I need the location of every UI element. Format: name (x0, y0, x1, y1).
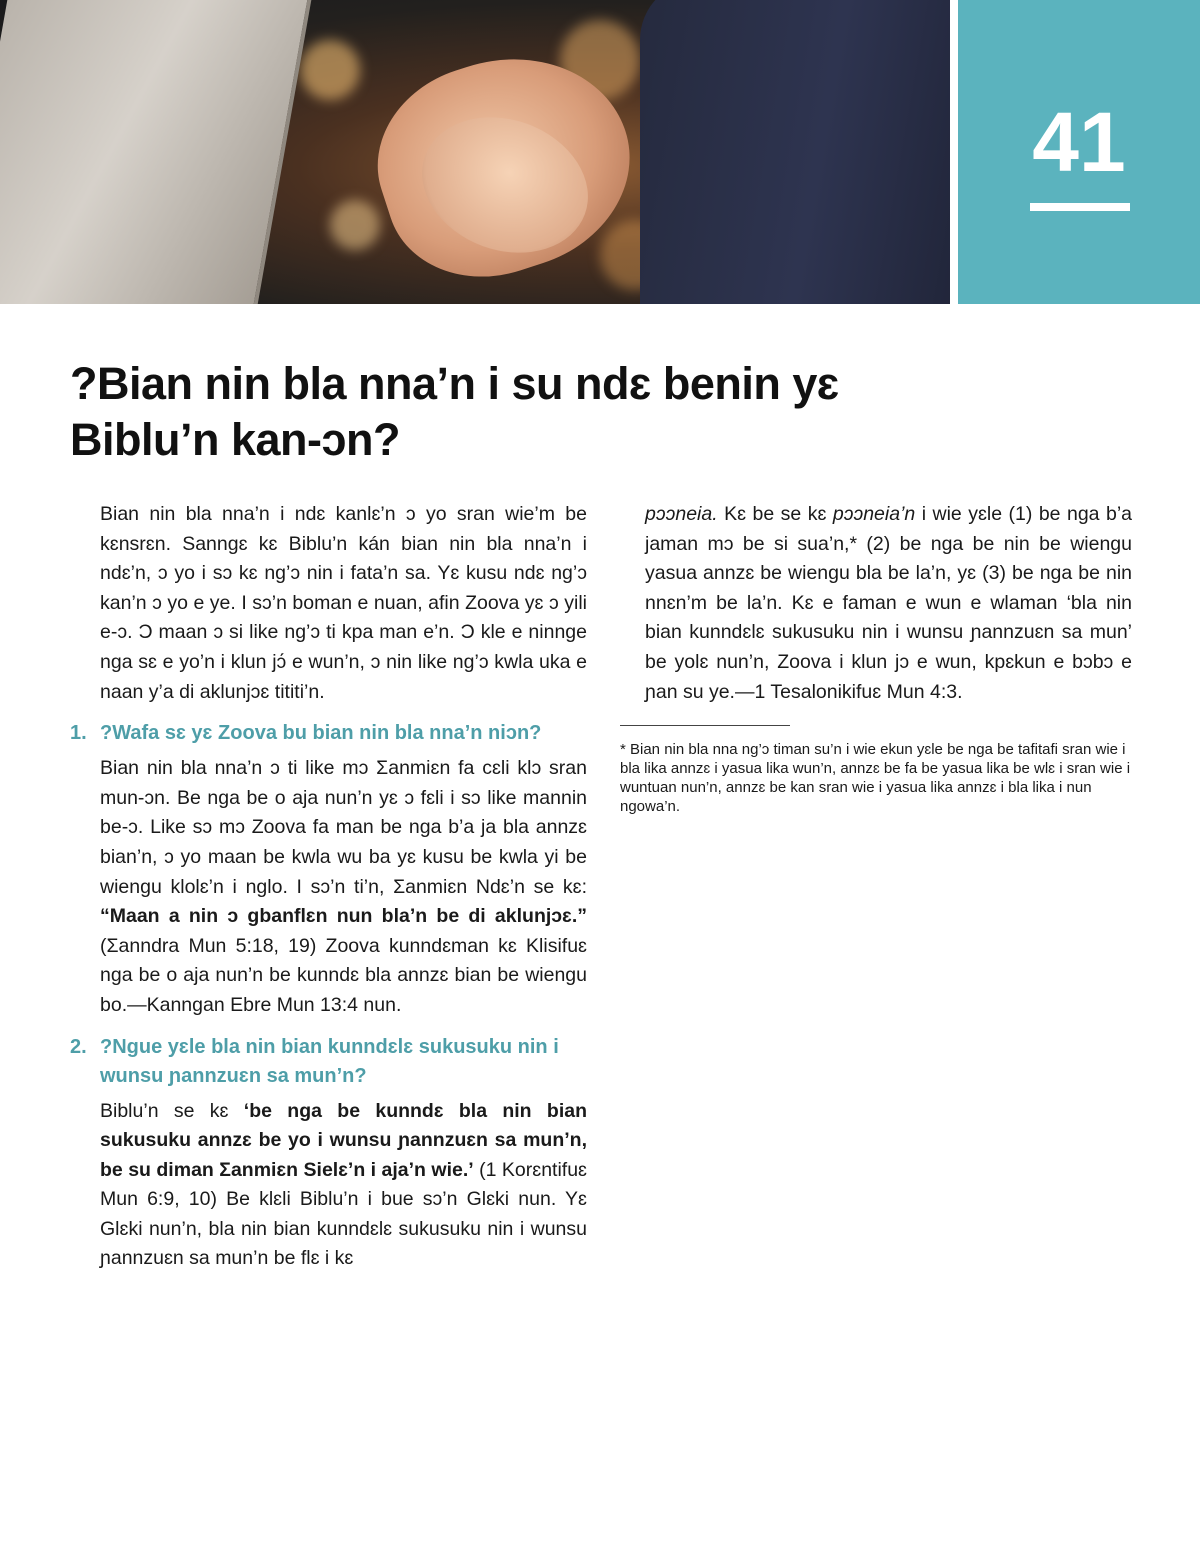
answer-text: (1 Korɛntifuɛ Mun 6:9, 10) Be klɛli Biblu’n i bue sɔ’n Glɛki nun. Yɛ Glɛki nun’n, bla nin bian kunndɛlɛ sukusuku nin i wunsu ɲannzuɛn sa mun’n be flɛ i kɛ (100, 1158, 587, 1270)
woman-sleeve (0, 0, 313, 304)
man-sleeve (640, 0, 950, 304)
question-text: ?Ngue yɛle bla nin bian kunndɛlɛ sukusuku nin i wunsu ɲannzuɛn sa mun’n? (100, 1035, 559, 1087)
chapter-underline (1030, 203, 1130, 211)
answer-2-continued (645, 500, 1132, 707)
question-number: 2. (70, 1035, 87, 1058)
scripture-quote: ‘be nga be kunndɛ bla nin bian sukusuku annzɛ be yo i wunsu ɲannzuɛn sa mun’n, be su diman Ʃanmiɛn Sielɛ’n i aja’n wie.’ (100, 1099, 588, 1181)
footnote-divider (620, 725, 790, 726)
left-column (70, 500, 588, 1274)
answer-text: (Ʃanndra Mun 5:18, 19) Zoova kunndɛman kɛ Klisifuɛ nga be o aja nun’n be kunndɛ bla annzɛ bian be wiengu bo.—Kanngan Ebre Mun 13:4 nun. (100, 934, 587, 1016)
question-number: 1. (70, 722, 87, 745)
question-text: ?Wafa sɛ yɛ Zoova bu bian nin bla nna’n niɔn? (100, 722, 542, 745)
intro-paragraph: Bian nin bla nna’n i ndɛ kanlɛ’n ɔ yo sran wie’m be kɛnsrɛn. Sanngɛ kɛ Biblu’n kán bian nin bla nna’n i ndɛ’n, ɔ yo i sɔ kɛ ng’ɔ nin i fata’n sa. Yɛ kusu ndɛ ng’ɔ kan’n ɔ yo e ye. I sɔ’n boman e nuan, afin Zoova yɛ ɔ yili e-ɔ. Ɔ maan ɔ si like ng’ɔ ti kpa man e’n. Ɔ kle e ninnge nga sɛ e yo’n i klun jɔ́ e wun’n, ɔ nin like ng’ɔ kwla uka e naan y’a di aklunjɔɛ tititi’n. (100, 503, 587, 703)
hero-photo-holding-hands (0, 0, 950, 304)
answer-text: i wie yɛle (1) be nga b’a jaman mɔ be si sua’n,* (2) be nga be nin be wiengu yasua annzɛ be wiengu bla be la’n, yɛ (3) be nga be nin nnɛn’m be la’n. Kɛ e faman e wun e wlaman ‘bla nin bian kunndɛlɛ sukusuku nin i wunsu ɲannzuɛn sa mun’ be yolɛ nun’n, Zoova i klun jɔ e wun, kpɛkun e bɔbɔ e ɲan su ye.—1 Tesalonikifuɛ Mun 4:3. (645, 503, 1132, 703)
bokeh-light (330, 200, 380, 250)
question-2 (70, 1033, 587, 1091)
bokeh-light (300, 40, 360, 100)
answer-text: Bian nin bla nna’n ɔ ti like mɔ Ʃanmiɛn fa cɛli klɔ sran mun-ɔn. Be nga be o aja nun’n yɛ ɔ fɛli i sɔ like mannin be-ɔ. Like sɔ mɔ Zoova fa man be nga b’a ja bla annzɛ bian’n, ɔ yo maan be kwla wu ba yɛ kusu be kwla yi be wiengu klolɛ’n i nglo. I sɔ’n ti’n, Ʃanmiɛn Ndɛ’n se kɛ: (100, 757, 587, 898)
greek-term: pɔɔneia. (645, 503, 718, 525)
chapter-badge (958, 0, 1200, 304)
scripture-quote: “Maan a nin ɔ gbanflɛn nun bla’n be di aklunjɔɛ.” (100, 905, 587, 928)
answer-1 (100, 754, 587, 1020)
chapter-number: 41 (1032, 95, 1126, 189)
page-title: ?Bian nin bla nna’n i su ndɛ benin yɛ Biblu’n kan-ɔn? (70, 358, 839, 465)
answer-text: Biblu’n se kɛ (100, 1099, 244, 1122)
greek-term: pɔɔneia’n (832, 503, 916, 525)
right-column (620, 500, 1132, 816)
footnote: * Bian nin bla nna ng’ɔ timan su’n i wie ekun yɛle be nga be tafitafi sran wie i bla lika annzɛ i yasua lika wun’n, annzɛ be fa be yasua lika be wlɛ i sran wie i wuntuan nun’n, annzɛ be kan sran wie i yasua lika annzɛ i bla lika i nun ngowa’n. (620, 741, 1131, 816)
question-1 (70, 719, 587, 748)
answer-text: Kɛ be se kɛ (717, 503, 833, 525)
answer-2 (100, 1097, 587, 1275)
